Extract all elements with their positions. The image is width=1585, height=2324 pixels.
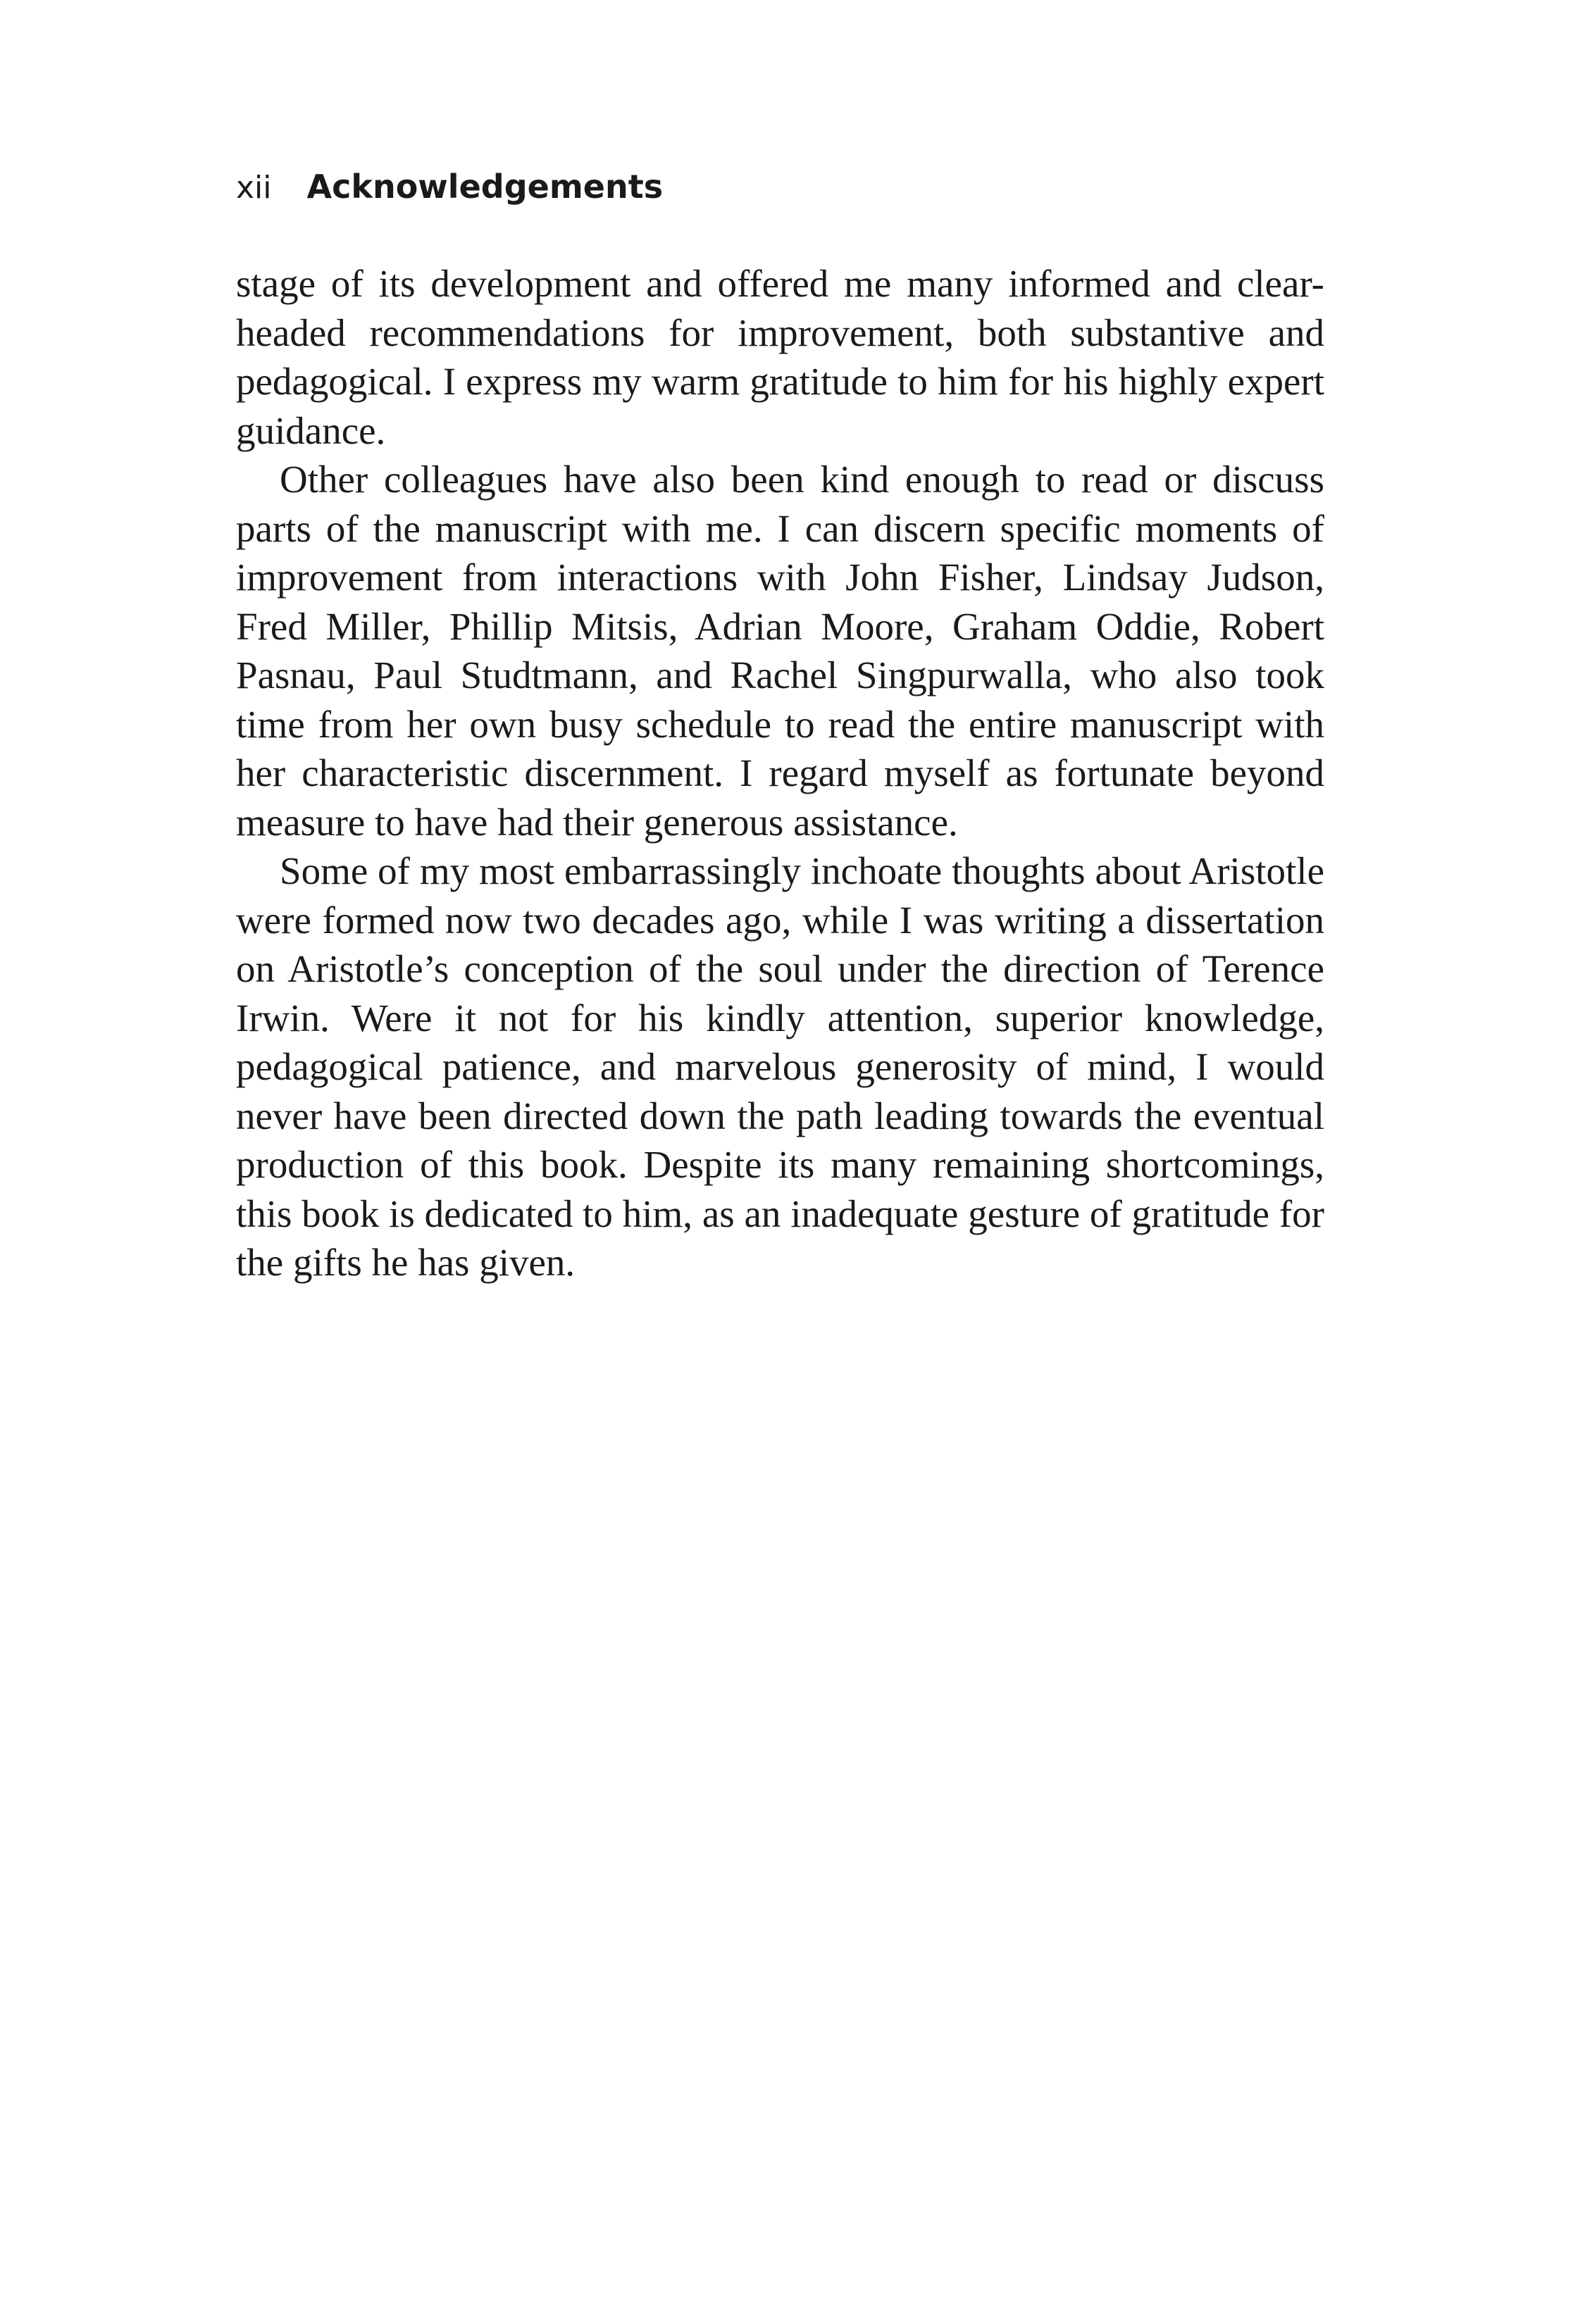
paragraph-dedication: Some of my most embarrassingly inchoate thoughts about Aristotle were formed now two decades ago, while I was writing a dissertation on Aristotle’s conception of the soul under the direction of Terence Irwin. Were it not for his kindly attention, superior knowledge, pedagogical patience, and marvelous generosity of mind, I would never have been directed down the path leading towards the eventual production of this book. Despite its many remaining shortcomings, this book is dedicated to him, as an inadequate gesture of gratitude for the gifts he has given. [236,849,1324,1284]
paragraph-continued: stage of its development and offered me many informed and clear-headed recommendations for improvement, both substantive and pedagogical. I express my warm gratitude to him for his highly expert guidance. [236,262,1324,452]
body-text [236,259,1324,1287]
page-number: xii [236,170,272,206]
paragraph-colleagues: Other colleagues have also been kind enough to read or discuss parts of the manuscript with me. I can discern specific moments of improvement from interactions with John Fisher, Lindsay Judson, Fred Miller, Phillip Mitsis, Adrian Moore, Graham Oddie, Robert Pasnau, Paul Studtmann, and Rachel Singpurwalla, who also took time from her own busy schedule to read the entire manuscript with her characteristic discernment. I regard myself as fortunate beyond measure to have had their generous assistance. [236,458,1324,844]
running-title: Acknowledgements [306,168,664,206]
running-head [236,168,663,210]
